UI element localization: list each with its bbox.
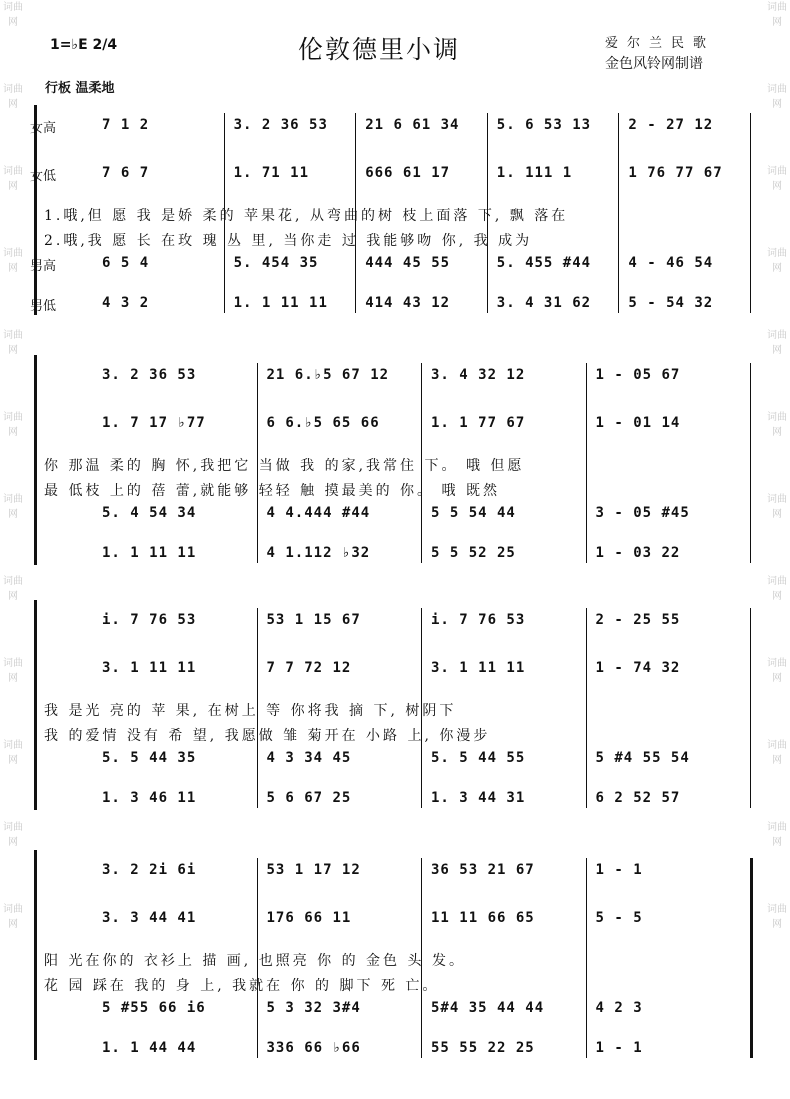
measure: i. 7 76 53 — [102, 612, 197, 628]
measure: 4 - 46 54 — [628, 255, 714, 271]
score-system — [0, 105, 790, 315]
voice-row — [30, 255, 756, 275]
measure: 5 5 54 44 — [431, 505, 516, 521]
voice-label: 女低 — [30, 169, 57, 184]
voice-row — [42, 1000, 756, 1020]
voice-row — [42, 910, 756, 930]
watermark-left: 词曲网 词曲网 词曲网 词曲网 词曲网 词曲网 词曲网 词曲网 词曲网 词曲网 词曲网 词曲网 — [3, 2, 23, 930]
song-origin: 爱尔兰民歌 — [605, 36, 716, 51]
measure: 5 #4 55 54 — [595, 750, 690, 766]
voice-row — [42, 367, 756, 387]
measure: 4 3 2 — [102, 295, 150, 311]
system-brace — [34, 600, 37, 810]
measure: 1 - 05 67 — [595, 367, 681, 383]
voice-label: 女高 — [30, 121, 57, 136]
voice-row — [42, 612, 756, 632]
measure: 53 1 15 67 — [266, 612, 361, 628]
measure: 5 5 52 25 — [431, 545, 516, 561]
measure: 53 1 17 12 — [266, 862, 361, 878]
measure: 5 6 67 25 — [266, 790, 352, 806]
measure: 1. 1 11 11 — [102, 545, 197, 561]
tempo-marking: 行板 温柔地 — [45, 81, 115, 96]
voice-row — [42, 505, 756, 525]
measure: 1 - 03 22 — [595, 545, 681, 561]
key-signature: 1=♭E 2/4 — [50, 37, 118, 53]
bar-line — [750, 363, 751, 563]
bar-line — [750, 608, 751, 808]
measure: 3. 2 36 53 — [102, 367, 197, 383]
measure: 21 6 61 34 — [365, 117, 460, 133]
measure: 3 - 05 #45 — [595, 505, 690, 521]
measure: 1. 1 44 44 — [102, 1040, 197, 1056]
measure: 4 4.444 #44 — [266, 505, 371, 521]
measure: 5. 4 54 34 — [102, 505, 197, 521]
measure: 5. 5 44 55 — [431, 750, 526, 766]
score-credit: 金色风铃网制谱 — [605, 56, 703, 72]
measure: 7 7 72 12 — [266, 660, 352, 676]
page-title: 伦敦德里小调 — [298, 35, 461, 64]
voice-label: 男高 — [30, 259, 57, 274]
measure: 6 6.♭5 65 66 — [266, 415, 380, 431]
measure: 7 1 2 — [102, 117, 150, 133]
measure: 11 11 66 65 — [431, 910, 535, 926]
measure: 1. 111 1 — [496, 165, 573, 181]
measure: 1. 1 11 11 — [233, 295, 328, 311]
measure: 7 6 7 — [102, 165, 150, 181]
measure: 1. 3 44 31 — [431, 790, 526, 806]
measure: 2 - 25 55 — [595, 612, 681, 628]
voice-row — [42, 660, 756, 680]
voice-row — [42, 790, 756, 810]
measure: 5. 5 44 35 — [102, 750, 197, 766]
lyric-line: 1.哦,但 愿 我 是娇 柔的 苹果花, 从弯曲的树 枝上面落 下, 飘 落在 — [44, 208, 569, 223]
measure: 444 45 55 — [365, 255, 451, 271]
measure: 1. 3 46 11 — [102, 790, 197, 806]
lyric-line: 我 的爱情 没有 希 望, 我愿做 雏 菊开在 小路 上, 你漫步 — [44, 728, 491, 743]
measure: 176 66 11 — [266, 910, 352, 926]
measure: 3. 4 31 62 — [496, 295, 592, 311]
measure: 21 6.♭5 67 12 — [266, 367, 390, 383]
measure: 5 #55 66 i6 — [102, 1000, 206, 1016]
voice-row — [30, 117, 756, 137]
system-brace — [34, 355, 37, 565]
score-system — [0, 600, 790, 810]
measure: 3. 2 36 53 — [233, 117, 328, 133]
measure: 1 - 1 — [595, 1040, 643, 1056]
measure: 55 55 22 25 — [431, 1040, 535, 1056]
measure: i. 7 76 53 — [431, 612, 526, 628]
voice-label: 男低 — [30, 299, 57, 314]
measure: 3. 3 44 41 — [102, 910, 197, 926]
bar-line — [750, 113, 751, 313]
voice-row — [42, 750, 756, 770]
measure: 1 - 01 14 — [595, 415, 681, 431]
lyric-line: 2.哦,我 愿 长 在玫 瑰 丛 里, 当你走 过 我能够吻 你, 我 成为 — [44, 233, 533, 248]
score-system — [0, 850, 790, 1060]
measure: 5 3 32 3#4 — [266, 1000, 361, 1016]
lyric-line: 阳 光在你的 衣衫上 描 画, 也照亮 你 的 金色 头 发。 — [44, 953, 466, 968]
watermark-right: 词曲网 词曲网 词曲网 词曲网 词曲网 词曲网 词曲网 词曲网 词曲网 词曲网 词曲网 词曲网 — [767, 2, 787, 930]
measure: 2 - 27 12 — [628, 117, 714, 133]
measure: 414 43 12 — [365, 295, 451, 311]
measure: 4 2 3 — [595, 1000, 643, 1016]
measure: 3. 2 2i 6i — [102, 862, 197, 878]
measure: 6 5 4 — [102, 255, 150, 271]
lyric-line: 花 园 踩在 我的 身 上, 我就在 你 的 脚下 死 亡。 — [44, 978, 440, 993]
measure: 1 - 74 32 — [595, 660, 681, 676]
measure: 1. 1 77 67 — [431, 415, 526, 431]
voice-row — [30, 165, 756, 185]
measure: 5. 6 53 13 — [496, 117, 592, 133]
measure: 666 61 17 — [365, 165, 451, 181]
voice-row — [42, 1040, 756, 1060]
score-system — [0, 355, 790, 565]
measure: 5. 455 #44 — [496, 255, 592, 271]
measure: 6 2 52 57 — [595, 790, 681, 806]
measure: 4 1.112 ♭32 — [266, 545, 371, 561]
voice-row — [42, 415, 756, 435]
measure: 4 3 34 45 — [266, 750, 352, 766]
voice-row — [30, 295, 756, 315]
measure: 5. 454 35 — [233, 255, 319, 271]
lyric-line: 你 那温 柔的 胸 怀,我把它 当做 我 的家,我常住 下。 哦 但愿 — [44, 458, 525, 473]
system-brace — [34, 850, 37, 1060]
measure: 336 66 ♭66 — [266, 1040, 361, 1056]
measure: 5#4 35 44 44 — [431, 1000, 545, 1016]
voice-row — [42, 862, 756, 882]
measure: 3. 1 11 11 — [431, 660, 526, 676]
lyric-line: 最 低枝 上的 蓓 蕾,就能够 轻轻 触 摸最美的 你。 哦 既然 — [44, 483, 500, 498]
measure: 36 53 21 67 — [431, 862, 535, 878]
measure: 5 - 54 32 — [628, 295, 714, 311]
measure: 3. 4 32 12 — [431, 367, 526, 383]
voice-row — [42, 545, 756, 565]
measure: 1 76 77 67 — [628, 165, 723, 181]
measure: 1. 7 17 ♭77 — [102, 415, 206, 431]
lyric-line: 我 是光 亮的 苹 果, 在树上 等 你将我 摘 下, 树阴下 — [44, 703, 457, 718]
bar-line — [750, 858, 753, 1058]
measure: 3. 1 11 11 — [102, 660, 197, 676]
measure: 1 - 1 — [595, 862, 643, 878]
measure: 1. 71 11 — [233, 165, 310, 181]
measure: 5 - 5 — [595, 910, 643, 926]
system-brace — [34, 105, 37, 315]
